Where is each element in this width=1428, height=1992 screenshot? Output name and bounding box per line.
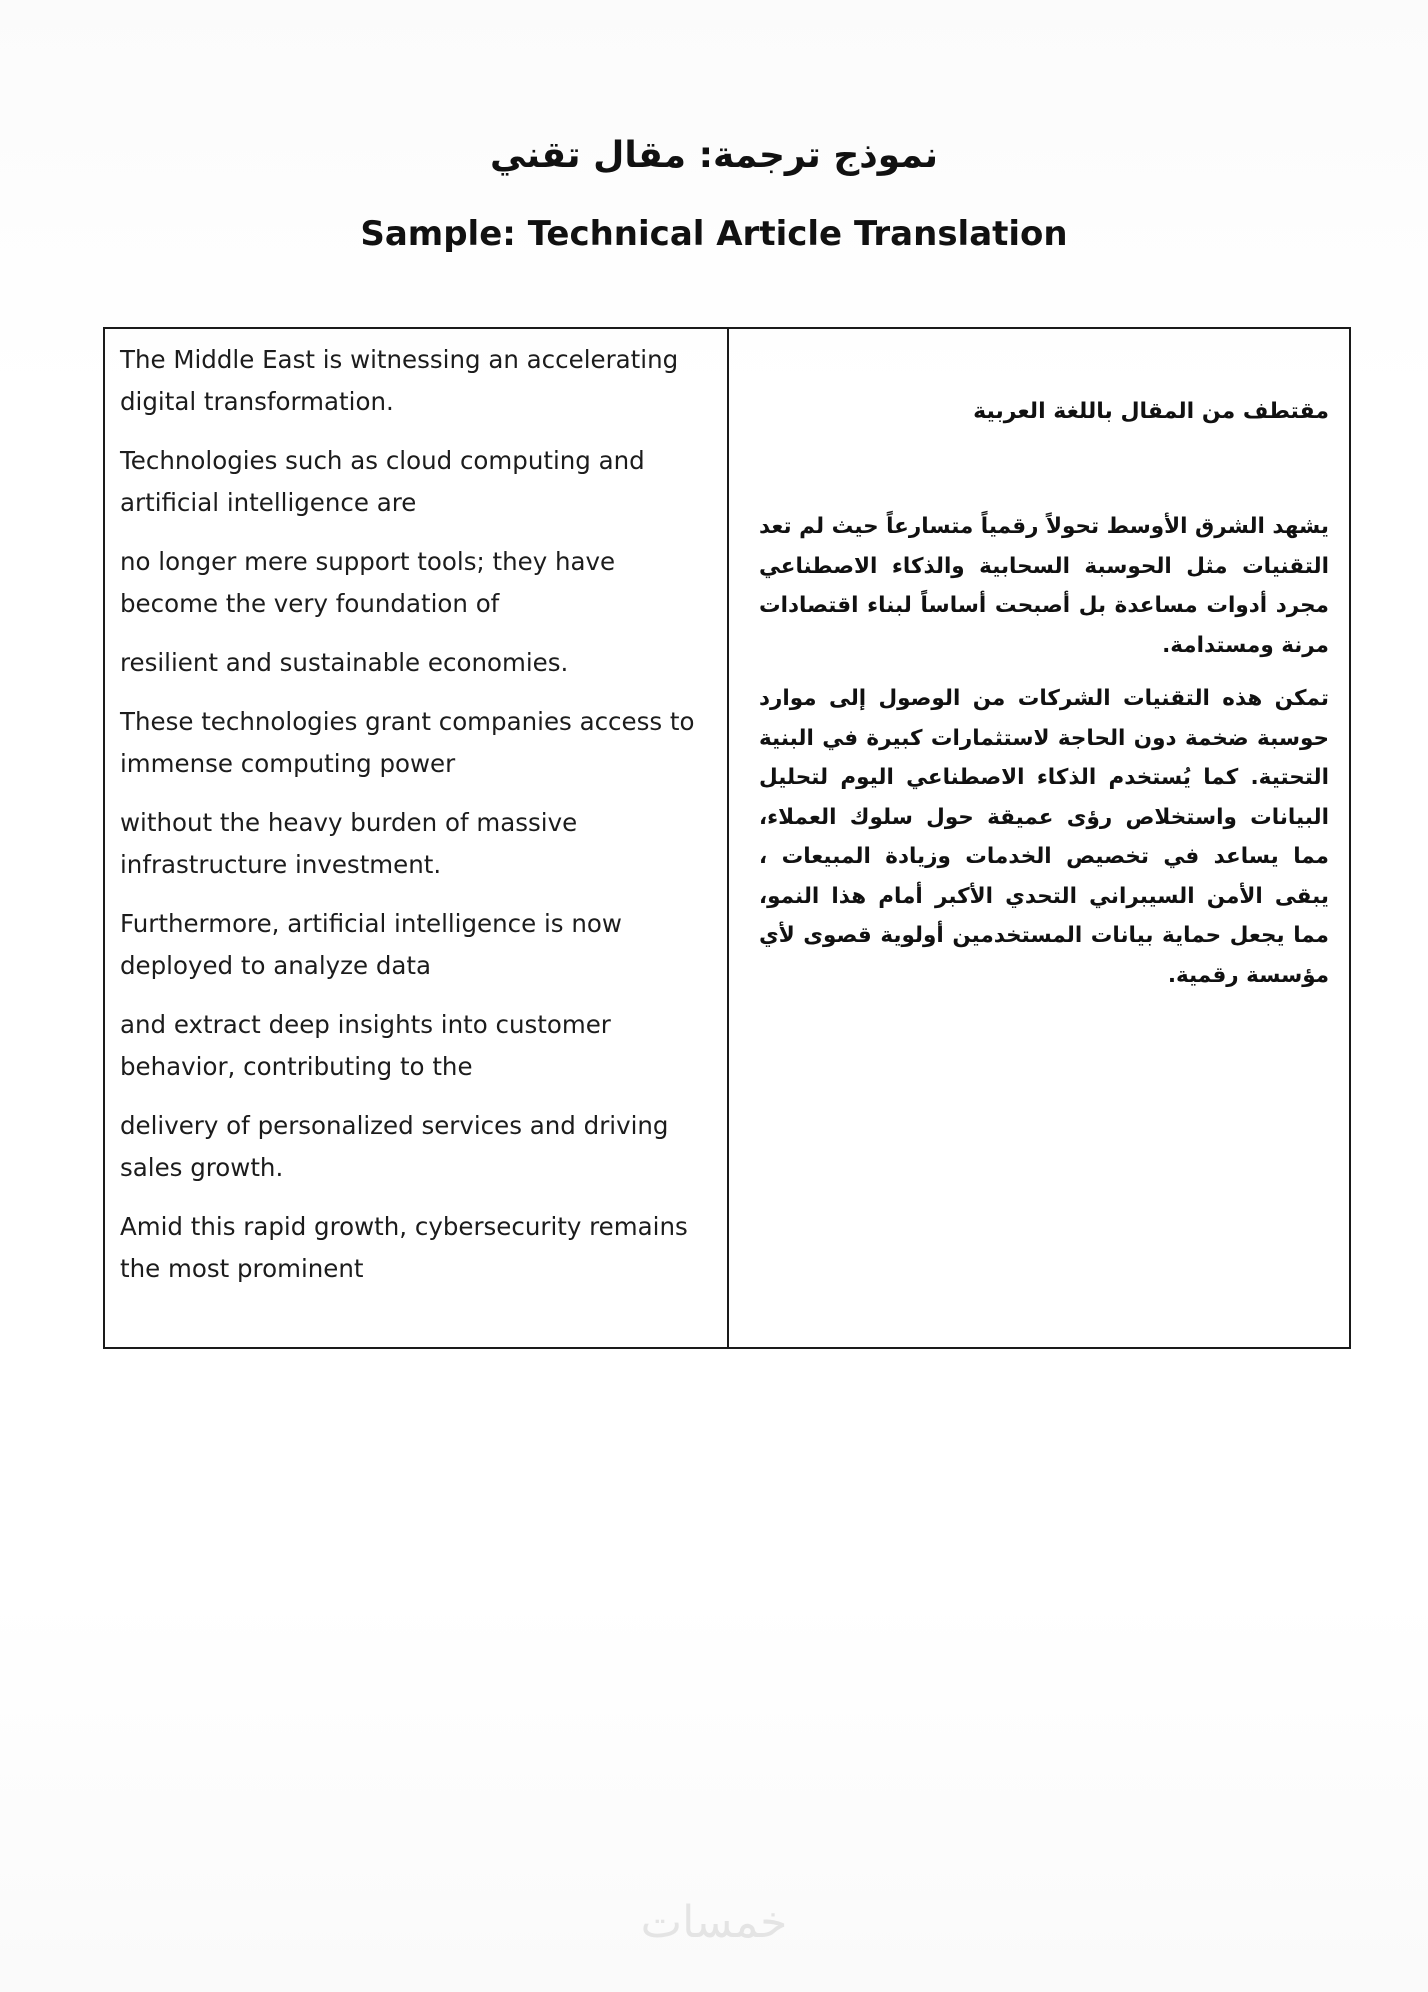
arabic-column-heading: مقتطف من المقال باللغة العربية [973,399,1329,424]
english-paragraph: and extract deep insights into customer behavior, contributing to the [120,1010,611,1081]
english-paragraph: These technologies grant companies access to immense computing power [120,707,695,778]
page-title-english: Sample: Technical Article Translation [360,214,1068,254]
watermark-logo: خمسات [640,1897,788,1948]
english-paragraph: delivery of personalized services and driving sales growth. [120,1111,669,1182]
arabic-paragraph: يشهد الشرق الأوسط تحولاً رقمياً متسارعاً حيث لم تعد التقنيات مثل الحوسبة السحابية والذكاء الاصطناعي مجرد أدوات مساعدة بل أصبحت أساساً لبناء اقتصادات مرنة ومستدامة. [759,514,1329,658]
english-column [105,329,729,1347]
english-paragraph: Amid this rapid growth, cybersecurity remains the most prominent [120,1212,688,1283]
arabic-column [729,329,1349,1347]
arabic-paragraph: تمكن هذه التقنيات الشركات من الوصول إلى موارد حوسبة ضخمة دون الحاجة لاستثمارات كبيرة في البنية التحتية. كما يُستخدم الذكاء الاصطناعي اليوم لتحليل البيانات واستخلاص رؤى عميقة حول سلوك العملاء، مما يساعد في تخصيص الخدمات وزيادة المبيعات ، يبقى الأمن السيبراني التحدي الأكبر أمام هذا النمو، مما يجعل حماية بيانات المستخدمين أولوية قصوى لأي مؤسسة رقمية. [759,686,1329,988]
english-paragraph: no longer mere support tools; they have become the very foundation of [120,547,616,618]
english-paragraph: Technologies such as cloud computing and artificial intelligence are [120,446,645,517]
english-paragraph: Furthermore, artificial intelligence is now deployed to analyze data [120,909,622,980]
english-paragraph: without the heavy burden of massive infrastructure investment. [120,808,578,879]
english-paragraph: The Middle East is witnessing an accelerating digital transformation. [120,345,679,416]
page-title-arabic: نموذج ترجمة: مقال تقني [490,135,938,176]
english-paragraph: resilient and sustainable economies. [120,648,569,677]
translation-table [103,327,1351,1349]
